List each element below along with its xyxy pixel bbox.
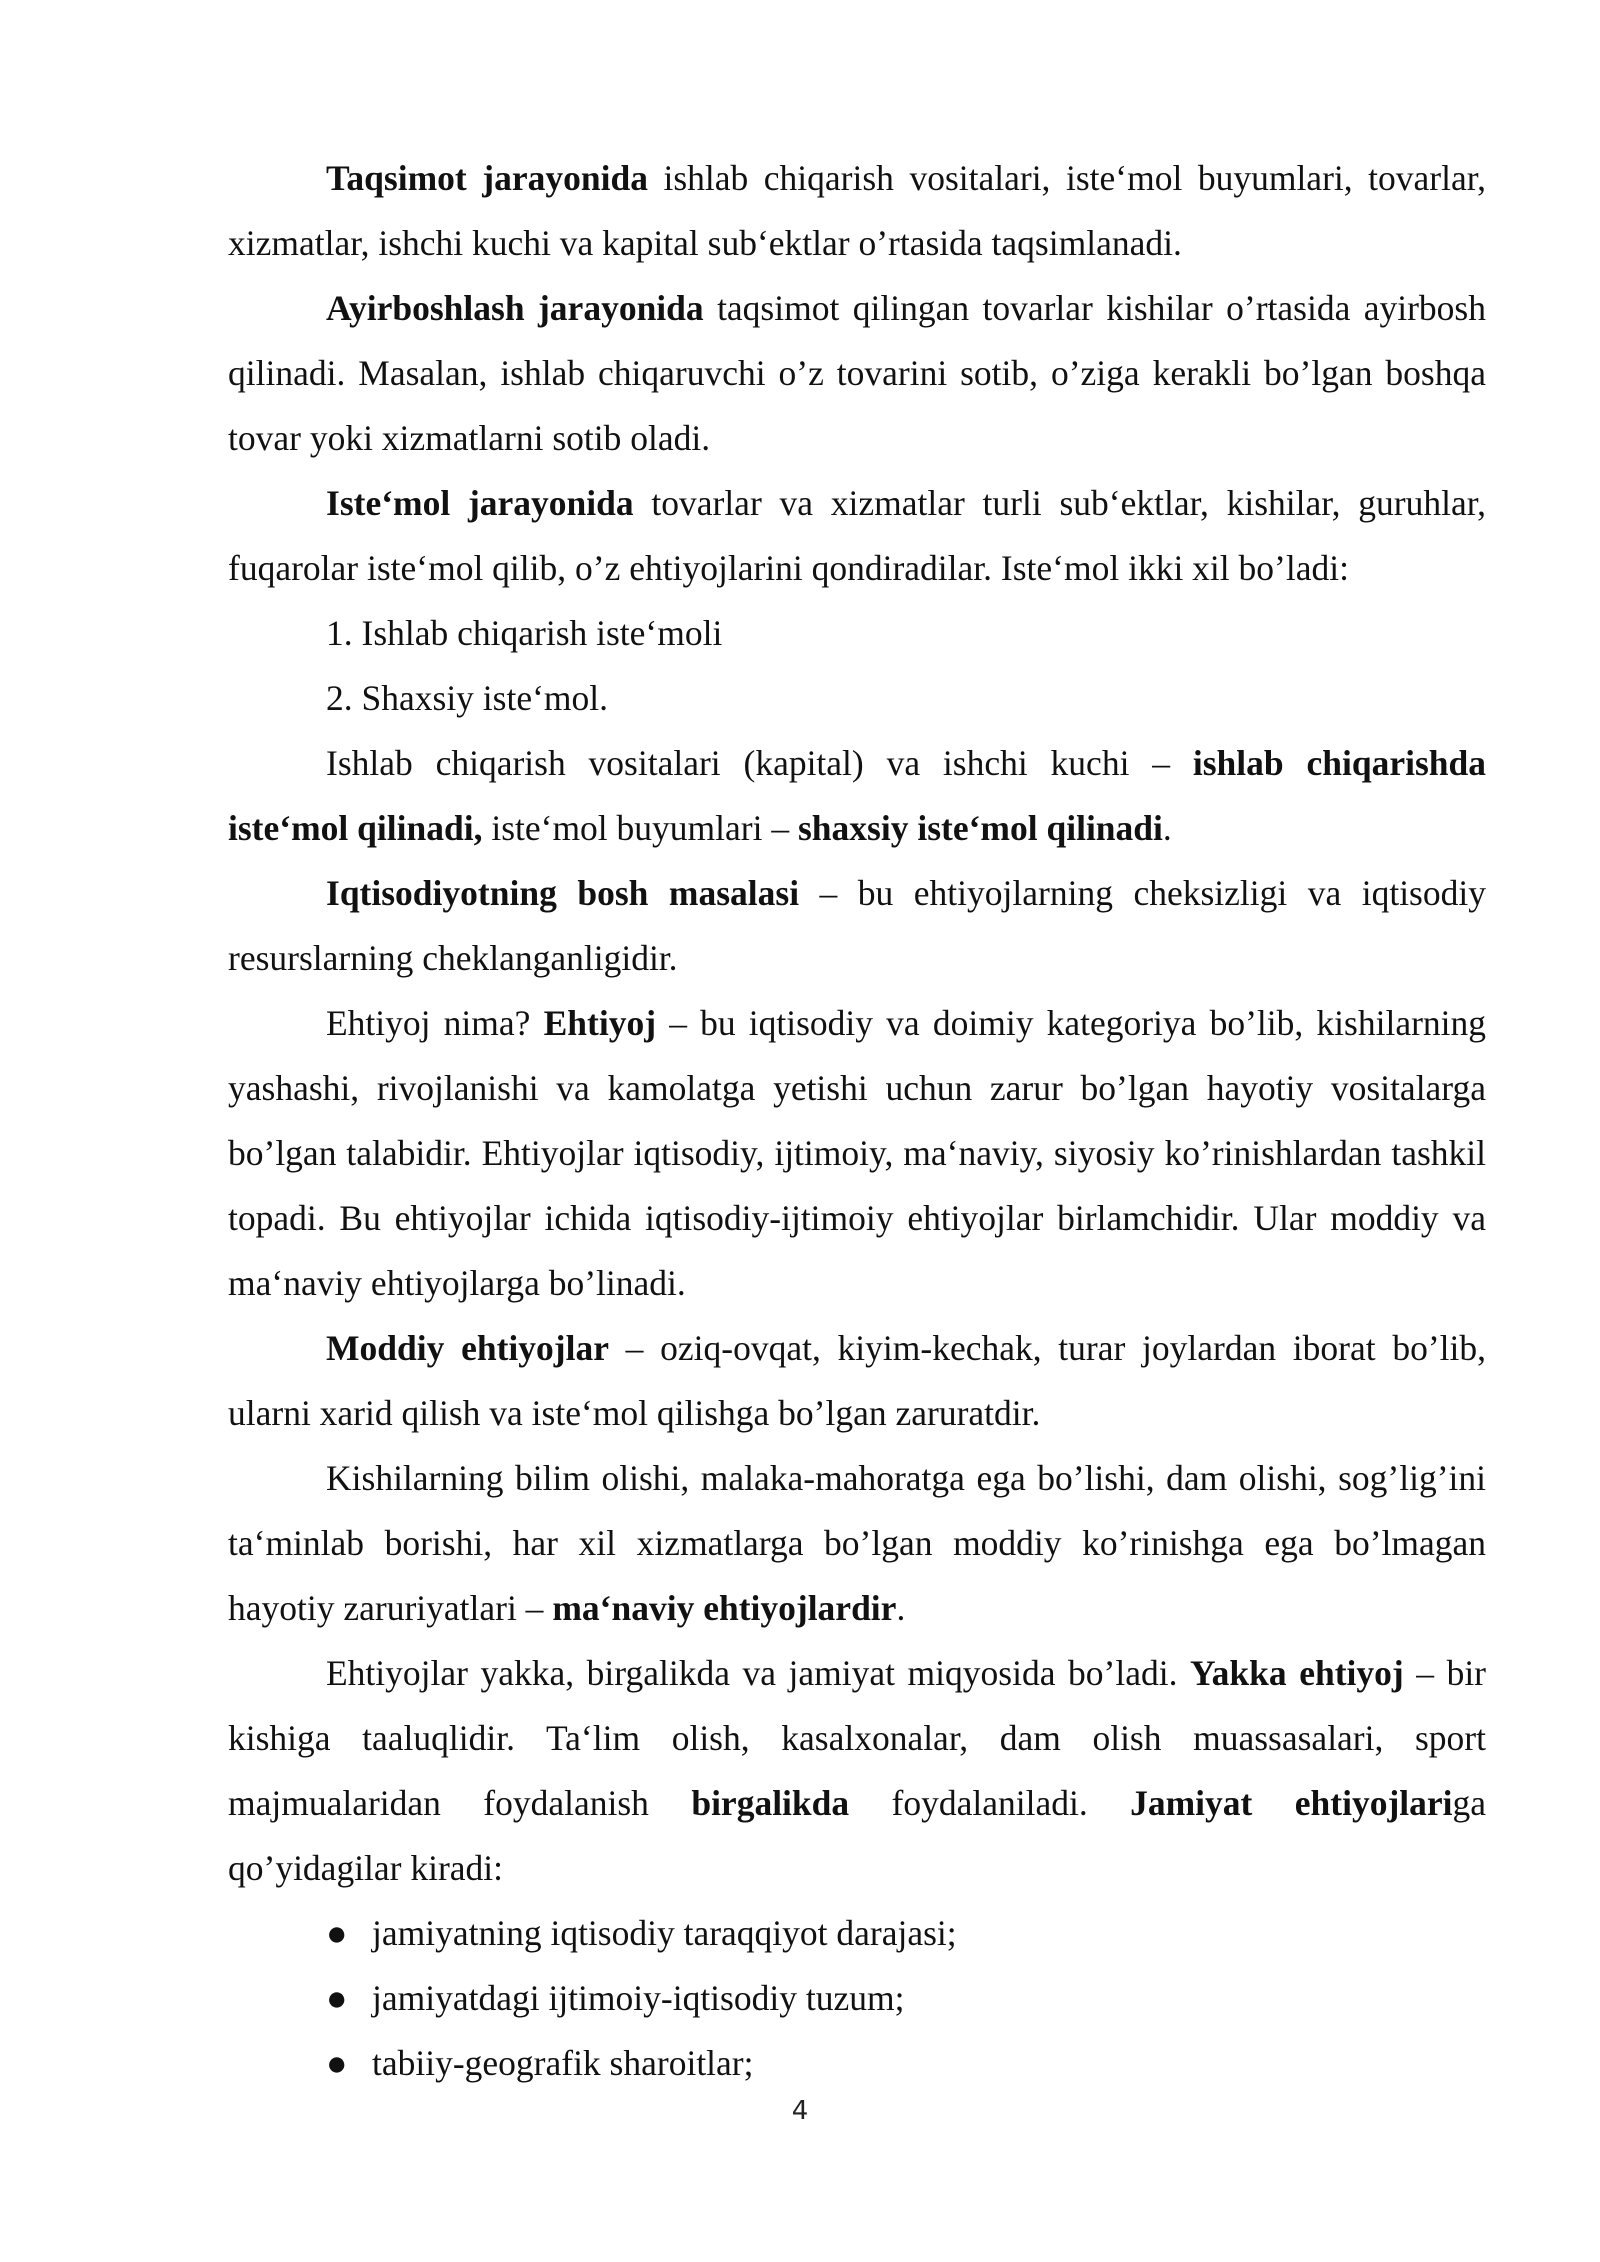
term-manaviy: ma‘naviy ehtiyojlardir bbox=[552, 1588, 897, 1628]
paragraph-ehtiyoj: Ehtiyoj nima? Ehtiyoj – bu iqtisodiy va doimiy kategoriya bo’lib, kishilarning yashashi, rivojlanishi va kamolatga yetishi uchun zarur bo’lgan hayotiy vositalarga bo’lgan talabidir. Ehtiyojlar iqtisodiy, ijtimoiy, ma‘naviy, siyosiy ko’rinishlardan tashkil topadi. Bu ehtiyojlar ichida iqtisodiy-ijtimoiy ehtiyojlar birlamchidir. Ular moddiy va ma‘naviy ehtiyojlarga bo’linadi. bbox=[228, 1003, 1487, 1303]
term-istemol: Iste‘mol jarayonida bbox=[326, 483, 634, 523]
paragraph-ayirboshlash: Ayirboshlash jarayonida taqsimot qilingan tovarlar kishilar o’rtasida ayirbosh qilinadi. Masalan, ishlab chiqaruvchi o’z tovarini sotib, o’ziga kerakli bo’lgan boshqa tovar yoki xizmatlarni sotib oladi. bbox=[228, 288, 1486, 458]
term-taqsimot: Taqsimot jarayonida bbox=[326, 158, 648, 198]
paragraph-manaviy: Kishilarning bilim olishi, malaka-mahoratga ega bo’lishi, dam olishi, sog’lig’ini ta‘minlab borishi, har xil xizmatlarga bo’lgan moddiy ko’rinishga ega bo’lmagan hayotiy zaruriyatlari – ma‘naviy ehtiyojlardir. bbox=[228, 1458, 1486, 1628]
numbered-item-1: 1. Ishlab chiqarish iste‘moli bbox=[326, 613, 723, 653]
bullet-list bbox=[228, 1901, 1486, 2096]
paragraph-istemol: Iste‘mol jarayonida tovarlar va xizmatlar turli sub‘ektlar, kishilar, guruhlar, fuqarolar iste‘mol qilib, o’z ehtiyojlarini qondiradilar. Iste‘mol ikki xil bo’ladi: bbox=[228, 483, 1486, 588]
term-ayirboshlash: Ayirboshlash jarayonida bbox=[326, 288, 704, 328]
paragraph-bosh-masala: Iqtisodiyotning bosh masalasi – bu ehtiyojlarning cheksizligi va iqtisodiy resurslarning cheklanganligidir. bbox=[228, 873, 1486, 978]
bullet-icon: ● bbox=[326, 2043, 348, 2083]
paragraph-vositalar: Ishlab chiqarish vositalari (kapital) va ishchi kuchi – ishlab chiqarishda iste‘mol qilinadi, iste‘mol buyumlari – shaxsiy iste‘mol qilinadi. bbox=[228, 743, 1487, 848]
list-item: ● tabiiy-geografik sharoitlar; bbox=[228, 2031, 1486, 2096]
document-body bbox=[228, 146, 1486, 2096]
term-moddiy: Moddiy ehtiyojlar bbox=[326, 1328, 609, 1368]
paragraph-moddiy: Moddiy ehtiyojlar – oziq-ovqat, kiyim-kechak, turar joylardan iborat bo’lib, ularni xarid qilish va iste‘mol qilishga bo’lgan zaruratdir. bbox=[228, 1328, 1487, 1433]
term-ehtiyoj: Ehtiyoj bbox=[543, 1003, 657, 1043]
term-bosh-masala: Iqtisodiyotning bosh masalasi bbox=[326, 873, 800, 913]
list-item: ● jamiyatning iqtisodiy taraqqiyot darajasi; bbox=[228, 1901, 1486, 1966]
numbered-item-2: 2. Shaxsiy iste‘mol. bbox=[326, 678, 609, 718]
paragraph-taqsimot: Taqsimot jarayonida ishlab chiqarish vositalari, iste‘mol buyumlari, tovarlar, xizmatlar, ishchi kuchi va kapital sub‘ektlar o’rtasida taqsimlanadi. bbox=[228, 158, 1486, 263]
paragraph-yakka: Ehtiyojlar yakka, birgalikda va jamiyat miqyosida bo’ladi. Yakka ehtiyoj – bir kishiga taaluqlidir. Ta‘lim olish, kasalxonalar, dam olish muassasalari, sport majmualaridan foydalanish birgalikda foydalaniladi. Jamiyat ehtiyojlariga qo’yidagilar kiradi: bbox=[228, 1653, 1487, 1888]
bullet-icon: ● bbox=[326, 1978, 348, 2018]
list-item: ● jamiyatdagi ijtimoiy-iqtisodiy tuzum; bbox=[228, 1966, 1486, 2031]
page-number: 4 bbox=[791, 2096, 809, 2126]
bullet-icon: ● bbox=[326, 1913, 348, 1953]
